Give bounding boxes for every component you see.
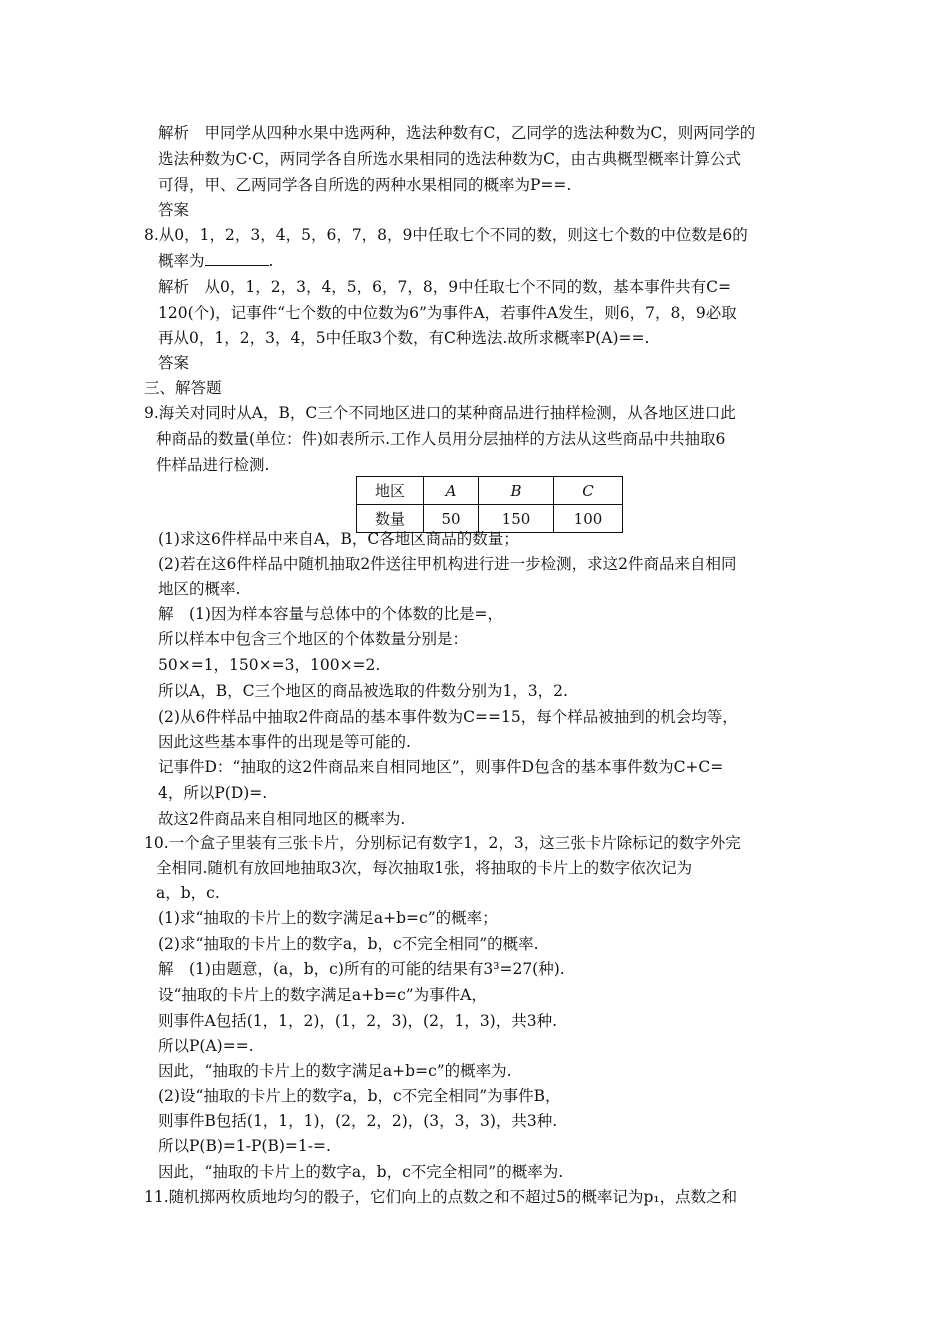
answer-label: 答案: [158, 354, 190, 372]
question-10-part-2: (2)求“抽取的卡片上的数字a，b，c不完全相同”的概率.: [158, 935, 539, 953]
question-10-line-2: 全相同.随机有放回地抽取3次，每次抽取1张，将抽取的卡片上的数字依次记为: [156, 859, 693, 877]
solution-10-line-3: 则事件A包括(1，1，2)，(1，2，3)，(2，1，3)，共3种.: [158, 1012, 558, 1030]
solution-10-line-2: 设“抽取的卡片上的数字满足a+b=c”为事件A，: [158, 986, 487, 1004]
solution-8-line-1: 解析 从0，1，2，3，4，5，6，7，8，9中任取七个不同的数，基本事件共有C=: [158, 278, 731, 296]
solution-9-line-9: 故这2件商品来自相同地区的概率为.: [158, 810, 406, 828]
table-cell: B: [479, 477, 554, 505]
answer-blank: [205, 251, 269, 266]
question-10-line-3: a，b，c.: [156, 884, 220, 902]
question-9-part-2-line-1: (2)若在这6件样品中随机抽取2件送往甲机构进行进一步检测，求这2件商品来自相同: [158, 555, 737, 573]
solution-9-line-3: 50×=1，150×=3，100×=2.: [158, 656, 381, 674]
solution-10-line-5: 因此，“抽取的卡片上的数字满足a+b=c”的概率为.: [158, 1062, 512, 1080]
question-9-line-1: 9.海关对同时从A，B，C三个不同地区进口的某种商品进行抽样检测，从各地区进口此: [144, 404, 736, 422]
table-cell: 地区: [357, 477, 424, 505]
table-cell: 150: [479, 505, 554, 533]
solution-9-line-5: (2)从6件样品中抽取2件商品的基本事件数为C==15，每个样品被抽到的机会均等，: [158, 708, 738, 726]
solution-9-line-6: 因此这些基本事件的出现是等可能的.: [158, 733, 411, 751]
solution-7-line-2: 选法种数为C·C，两同学各自所选水果相同的选法种数为C，由古典概型概率计算公式: [158, 150, 742, 168]
solution-10-line-7: 则事件B包括(1，1，1)，(2，2，2)，(3，3，3)，共3种.: [158, 1112, 558, 1130]
table-cell: 100: [554, 505, 623, 533]
table-cell: 50: [424, 505, 479, 533]
question-11-line-1: 11.随机掷两枚质地均匀的骰子，它们向上的点数之和不超过5的概率记为p₁，点数之和: [144, 1188, 738, 1206]
question-10-part-1: (1)求“抽取的卡片上的数字满足a+b=c”的概率；: [158, 909, 498, 927]
table-cell: C: [554, 477, 623, 505]
solution-10-line-4: 所以P(A)==.: [158, 1037, 254, 1055]
question-10-line-1: 10.一个盒子里装有三张卡片，分别标记有数字1，2，3，这三张卡片除标记的数字外完: [144, 834, 741, 852]
question-9-part-2-line-2: 地区的概率.: [158, 580, 241, 598]
solution-10-line-8: 所以P(B)=1-P(B)=1-=.: [158, 1137, 331, 1155]
question-9-part-1: (1)求这6件样品中来自A，B，C各地区商品的数量；: [158, 530, 519, 548]
solution-9-line-1: 解 (1)因为样本容量与总体中的个体数的比是=，: [158, 605, 503, 623]
solution-8-line-3: 再从0，1，2，3，4，5中任取3个数，有C种选法.故所求概率P(A)==.: [158, 329, 650, 347]
question-9-line-3: 件样品进行检测.: [156, 456, 270, 474]
section-heading: 三、解答题: [144, 379, 222, 397]
answer-label: 答案: [158, 201, 190, 219]
solution-10-line-9: 因此，“抽取的卡片上的数字a，b，c不完全相同”的概率为.: [158, 1163, 564, 1181]
solution-9-line-2: 所以样本中包含三个地区的个体数量分别是：: [158, 630, 469, 648]
question-9-line-2: 种商品的数量(单位：件)如表所示.工作人员用分层抽样的方法从这些商品中共抽取6: [156, 430, 726, 448]
solution-7-line-1: 解析 甲同学从四种水果中选两种，选法种数有C，乙同学的选法种数为C，则两同学的: [158, 124, 756, 142]
table-cell: A: [424, 477, 479, 505]
quantity-table: [356, 476, 623, 533]
table-row: [357, 477, 623, 505]
question-8-line-2: 概率为 .: [158, 252, 274, 270]
solution-10-line-1: 解 (1)由题意，(a，b，c)所有的可能的结果有3³=27(种).: [158, 960, 565, 978]
solution-9-line-4: 所以A，B，C三个地区的商品被选取的件数分别为1，3，2.: [158, 682, 568, 700]
solution-9-line-7: 记事件D：“抽取的这2件商品来自相同地区”，则事件D包含的基本事件数为C+C=: [158, 758, 724, 776]
solution-10-line-6: (2)设“抽取的卡片上的数字a，b，c不完全相同”为事件B，: [158, 1087, 561, 1105]
question-8-line-1: 8.从0，1，2，3，4，5，6，7，8，9中任取七个不同的数，则这七个数的中位数是6的: [144, 226, 748, 244]
solution-9-line-8: 4，所以P(D)=.: [158, 784, 268, 802]
solution-8-line-2: 120(个)，记事件“七个数的中位数为6”为事件A，若事件A发生，则6，7，8，9必取: [158, 304, 737, 322]
table-cell: 数量: [357, 505, 424, 533]
solution-7-line-3: 可得，甲、乙两同学各自所选的两种水果相同的概率为P==.: [158, 176, 572, 194]
